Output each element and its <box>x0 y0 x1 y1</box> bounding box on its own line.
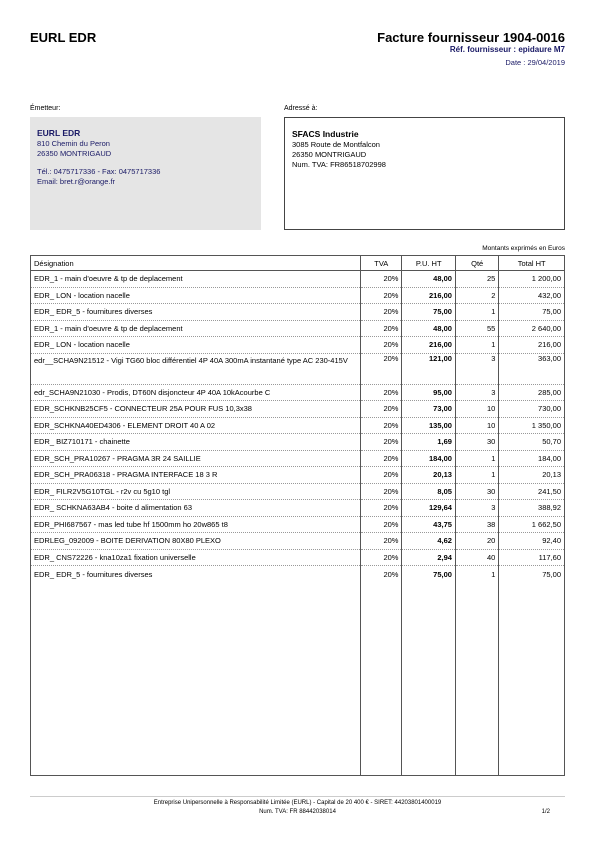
cell-quantity: 3 <box>455 500 498 517</box>
header-designation: Désignation <box>31 256 361 271</box>
cell-quantity: 1 <box>455 450 498 467</box>
page-number: 1/2 <box>541 809 550 815</box>
cell-quantity: 1 <box>455 337 498 354</box>
table-row <box>31 516 565 533</box>
recipient-box <box>284 117 565 230</box>
table-row <box>31 320 565 337</box>
sender-email: Email: bret.r@orange.fr <box>37 177 116 186</box>
cell-unit-price: 43,75 <box>402 516 456 533</box>
table-row <box>31 271 565 288</box>
table-row <box>31 450 565 467</box>
cell-tva: 20% <box>361 417 402 434</box>
supplier-reference: Réf. fournisseur : epidaure M7 <box>449 45 565 54</box>
cell-quantity: 3 <box>455 384 498 401</box>
table-row <box>31 417 565 434</box>
sender-address-line1: 810 Chemin du Peron <box>37 139 110 148</box>
cell-designation: edr__SCHA9N21512 - Vigi TG60 bloc différentiel 4P 40A 300mA instantané type AC 230-415V <box>31 353 361 384</box>
cell-quantity: 10 <box>455 401 498 418</box>
cell-tva: 20% <box>361 516 402 533</box>
company-name: EURL EDR <box>30 30 97 45</box>
cell-tva: 20% <box>361 271 402 288</box>
table-row <box>31 483 565 500</box>
table-header-row <box>31 256 565 271</box>
cell-quantity: 40 <box>455 549 498 566</box>
cell-total: 50,70 <box>499 434 565 451</box>
cell-unit-price: 121,00 <box>402 353 456 384</box>
cell-unit-price: 216,00 <box>402 337 456 354</box>
cell-quantity: 1 <box>455 304 498 321</box>
table-row <box>31 533 565 550</box>
cell-total: 184,00 <box>499 450 565 467</box>
cell-total: 117,60 <box>499 549 565 566</box>
cell-total: 75,00 <box>499 304 565 321</box>
cell-tva: 20% <box>361 304 402 321</box>
cell-unit-price: 95,00 <box>402 384 456 401</box>
cell-unit-price: 73,00 <box>402 401 456 418</box>
cell-quantity: 10 <box>455 417 498 434</box>
table-row <box>31 337 565 354</box>
sender-box <box>30 117 261 230</box>
recipient-name: SFACS Industrie <box>292 129 359 139</box>
header-tva: TVA <box>361 256 402 271</box>
cell-designation: EDR_SCHKNB25CF5 - CONNECTEUR 25A POUR FUS 10,3x38 <box>31 401 361 418</box>
cell-tva: 20% <box>361 353 402 384</box>
cell-unit-price: 20,13 <box>402 467 456 484</box>
table-row <box>31 353 565 384</box>
cell-designation: EDR_1 - main d'oeuvre & tp de deplacement <box>31 271 361 288</box>
header-unit-price: P.U. HT <box>402 256 456 271</box>
cell-designation: EDR_ CNS72226 - kna10za1 fixation universelle <box>31 549 361 566</box>
cell-quantity: 55 <box>455 320 498 337</box>
cell-quantity: 1 <box>455 467 498 484</box>
cell-quantity: 25 <box>455 271 498 288</box>
cell-designation: EDR_ EDR_5 - fournitures diverses <box>31 566 361 776</box>
cell-tva: 20% <box>361 287 402 304</box>
cell-total: 730,00 <box>499 401 565 418</box>
sender-label: Émetteur: <box>30 105 61 112</box>
cell-designation: EDR_PHI687567 - mas led tube hf 1500mm ho 20w865 t8 <box>31 516 361 533</box>
cell-unit-price: 129,64 <box>402 500 456 517</box>
invoice-date: Date : 29/04/2019 <box>505 58 565 67</box>
recipient-address-line1: 3085 Route de Montfalcon <box>292 140 380 149</box>
cell-quantity: 30 <box>455 483 498 500</box>
cell-unit-price: 4,62 <box>402 533 456 550</box>
cell-unit-price: 135,00 <box>402 417 456 434</box>
table-row <box>31 549 565 566</box>
header-total: Total HT <box>499 256 565 271</box>
cell-total: 75,00 <box>499 566 565 776</box>
cell-designation: EDR_SCH_PRA06318 - PRAGMA INTERFACE 18 3 R <box>31 467 361 484</box>
sender-name: EURL EDR <box>37 128 81 138</box>
cell-tva: 20% <box>361 450 402 467</box>
footer-vat-line: Num. TVA: FR 88442038014 <box>259 809 336 815</box>
cell-total: 285,00 <box>499 384 565 401</box>
table-row <box>31 566 565 776</box>
cell-designation: EDR_ LON - location nacelle <box>31 337 361 354</box>
cell-total: 432,00 <box>499 287 565 304</box>
cell-tva: 20% <box>361 533 402 550</box>
recipient-vat: Num. TVA: FR86518702998 <box>292 160 386 169</box>
cell-designation: EDRLEG_092009 - BOITE DERIVATION 80X80 PLEXO <box>31 533 361 550</box>
cell-total: 1 350,00 <box>499 417 565 434</box>
cell-designation: EDR_ BIZ710171 - chainette <box>31 434 361 451</box>
cell-total: 216,00 <box>499 337 565 354</box>
cell-designation: EDR_1 - main d'oeuvre & tp de deplacement <box>31 320 361 337</box>
table-row <box>31 304 565 321</box>
cell-designation: EDR_ FILR2V5G10TGL - r2v cu 5g10 tgl <box>31 483 361 500</box>
cell-total: 363,00 <box>499 353 565 384</box>
cell-designation: EDR_ SCHKNA63AB4 - boite d alimentation 63 <box>31 500 361 517</box>
cell-unit-price: 1,69 <box>402 434 456 451</box>
table-row <box>31 287 565 304</box>
cell-quantity: 30 <box>455 434 498 451</box>
cell-quantity: 38 <box>455 516 498 533</box>
cell-tva: 20% <box>361 401 402 418</box>
cell-unit-price: 8,05 <box>402 483 456 500</box>
cell-tva: 20% <box>361 500 402 517</box>
invoice-title: Facture fournisseur 1904-0016 <box>377 30 565 45</box>
footer-legal-line: Entreprise Unipersonnelle à Responsabilité Limitée (EURL) - Capital de 20 400 € - SIRET: 44203801400019 <box>153 800 442 806</box>
cell-tva: 20% <box>361 566 402 776</box>
table-row <box>31 500 565 517</box>
cell-unit-price: 2,94 <box>402 549 456 566</box>
cell-designation: EDR_SCHKNA40ED4306 - ELEMENT DROIT 40 A 02 <box>31 417 361 434</box>
cell-tva: 20% <box>361 337 402 354</box>
recipient-label: Adressé à: <box>284 105 318 112</box>
cell-total: 20,13 <box>499 467 565 484</box>
cell-designation: EDR_SCH_PRA10267 - PRAGMA 3R 24 SAILLIE <box>31 450 361 467</box>
cell-unit-price: 216,00 <box>402 287 456 304</box>
table-row <box>31 401 565 418</box>
cell-tva: 20% <box>361 467 402 484</box>
cell-quantity: 20 <box>455 533 498 550</box>
cell-total: 388,92 <box>499 500 565 517</box>
cell-unit-price: 48,00 <box>402 320 456 337</box>
table-row <box>31 384 565 401</box>
cell-total: 1 200,00 <box>499 271 565 288</box>
recipient-address-line2: 26350 MONTRIGAUD <box>292 150 367 159</box>
cell-unit-price: 75,00 <box>402 566 456 776</box>
header-quantity: Qté <box>455 256 498 271</box>
cell-tva: 20% <box>361 549 402 566</box>
cell-total: 241,50 <box>499 483 565 500</box>
cell-tva: 20% <box>361 483 402 500</box>
cell-quantity: 1 <box>455 566 498 776</box>
table-row <box>31 434 565 451</box>
cell-total: 92,40 <box>499 533 565 550</box>
cell-designation: EDR_ EDR_5 - fournitures diverses <box>31 304 361 321</box>
invoice-lines-table <box>30 255 565 776</box>
cell-tva: 20% <box>361 384 402 401</box>
cell-total: 2 640,00 <box>499 320 565 337</box>
cell-unit-price: 184,00 <box>402 450 456 467</box>
cell-total: 1 662,50 <box>499 516 565 533</box>
cell-unit-price: 75,00 <box>402 304 456 321</box>
cell-designation: edr_SCHA9N21030 - Prodis, DT60N disjoncteur 4P 40A 10kAcourbe C <box>31 384 361 401</box>
cell-unit-price: 48,00 <box>402 271 456 288</box>
cell-tva: 20% <box>361 320 402 337</box>
footer-divider <box>30 796 565 797</box>
amounts-currency-note: Montants exprimés en Euros <box>482 245 565 252</box>
cell-designation: EDR_ LON - location nacelle <box>31 287 361 304</box>
sender-address-line2: 26350 MONTRIGAUD <box>37 149 112 158</box>
table-row <box>31 467 565 484</box>
cell-tva: 20% <box>361 434 402 451</box>
sender-phone: Tél.: 0475717336 - Fax: 0475717336 <box>37 167 161 176</box>
cell-quantity: 3 <box>455 353 498 384</box>
cell-quantity: 2 <box>455 287 498 304</box>
